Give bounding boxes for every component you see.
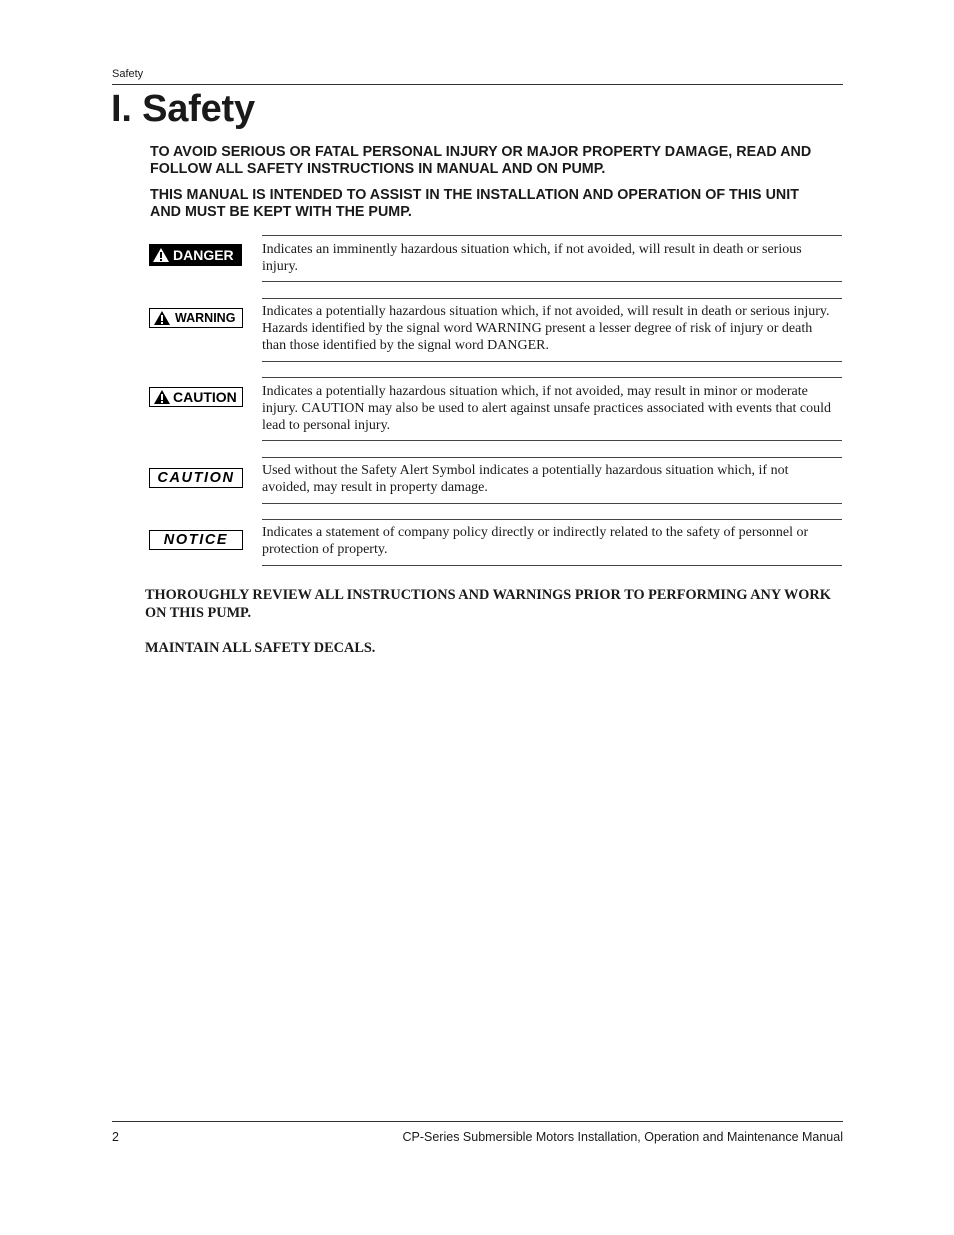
badge-label: NOTICE <box>163 532 229 548</box>
row-rule-top <box>262 377 842 378</box>
warning-badge <box>149 308 243 328</box>
lead-paragraph-1: TO AVOID SERIOUS OR FATAL PERSONAL INJURY OR MAJOR PROPERTY DAMAGE, READ AND FOLLOW ALL SAFETY INSTRUCTIONS IN MANUAL AND ON PUMP. <box>150 144 812 177</box>
badge-label: CAUTION <box>157 470 235 486</box>
badge-label: DANGER <box>173 247 234 263</box>
closing-decals: MAINTAIN ALL SAFETY DECALS. <box>145 640 376 656</box>
warning-triangle-icon <box>153 389 171 405</box>
badge-label: CAUTION <box>173 389 237 405</box>
signal-description: Indicates a statement of company policy directly or indirectly related to the safety of personnel or protection of property. <box>262 525 809 557</box>
row-rule-bottom <box>262 503 842 504</box>
header-rule <box>112 84 843 85</box>
footer-rule <box>112 1121 843 1122</box>
row-rule-top <box>262 298 842 299</box>
page-number: 2 <box>112 1130 119 1144</box>
badge-label: WARNING <box>175 311 236 325</box>
signal-description: Indicates a potentially hazardous situation which, if not avoided, will result in death or serious injury. Hazards identified by the signal word WARNING present a lesser degree of risk of injury or death than those identified by the signal word DANGER. <box>262 304 830 353</box>
warning-triangle-icon <box>152 247 170 263</box>
row-rule-bottom <box>262 440 842 441</box>
closing-instruction: THOROUGHLY REVIEW ALL INSTRUCTIONS AND WARNINGS PRIOR TO PERFORMING ANY WORK ON THIS PUMP. <box>145 587 831 621</box>
row-rule-top <box>262 457 842 458</box>
row-rule-bottom <box>262 281 842 282</box>
caution-badge <box>149 387 243 407</box>
row-rule-top <box>262 235 842 236</box>
notice-badge <box>149 530 243 550</box>
warning-triangle-icon <box>153 310 171 326</box>
row-rule-bottom <box>262 565 842 566</box>
signal-description: Indicates an imminently hazardous situation which, if not avoided, will result in death or serious injury. <box>262 242 802 274</box>
row-rule-top <box>262 519 842 520</box>
signal-description: Used without the Safety Alert Symbol indicates a potentially hazardous situation which, if not avoided, may result in property damage. <box>262 463 789 495</box>
running-header: Safety <box>112 68 144 80</box>
lead-paragraph-2: THIS MANUAL IS INTENDED TO ASSIST IN THE INSTALLATION AND OPERATION OF THIS UNIT AND MUST BE KEPT WITH THE PUMP. <box>150 187 799 220</box>
danger-badge <box>149 244 242 266</box>
row-rule-bottom <box>262 361 842 362</box>
signal-description: Indicates a potentially hazardous situation which, if not avoided, may result in minor or moderate injury. CAUTION may also be used to alert against unsafe practices associated with events that could lead to personal injury. <box>262 384 832 433</box>
footer-manual-title: CP-Series Submersible Motors Installation, Operation and Maintenance Manual <box>402 1130 843 1144</box>
caution-plain-badge <box>149 468 243 488</box>
page-title: I. Safety <box>111 88 255 130</box>
